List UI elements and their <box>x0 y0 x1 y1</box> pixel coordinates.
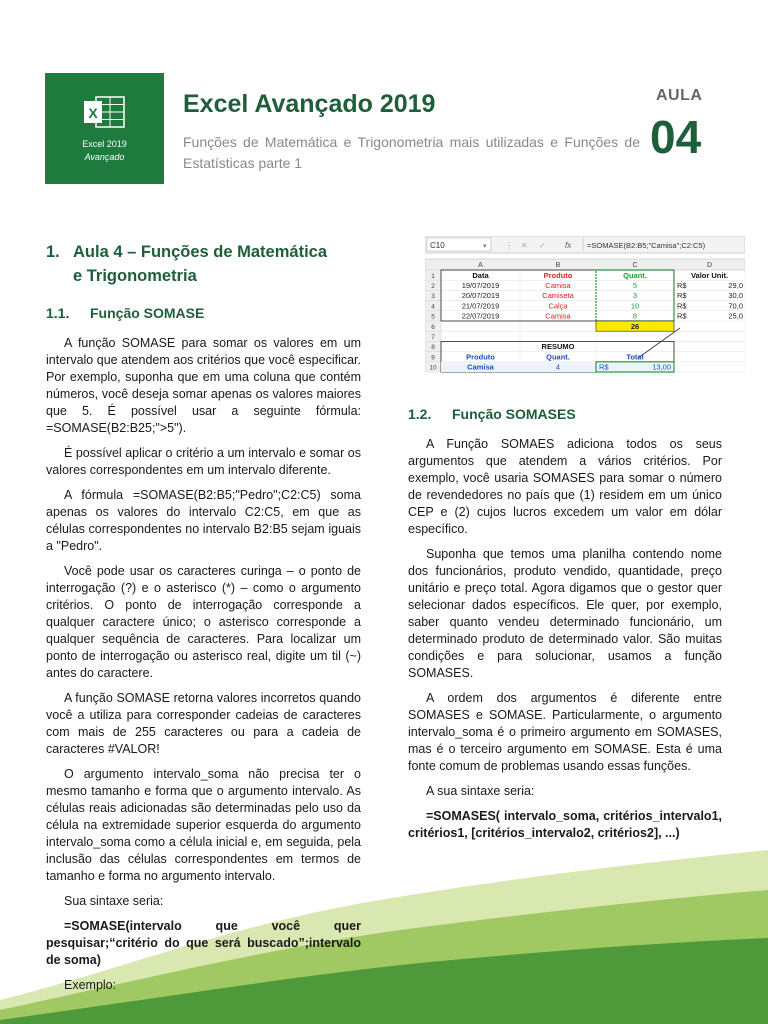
paragraph: Sua sintaxe seria: <box>64 894 164 908</box>
row-header: 8 <box>431 344 435 352</box>
paragraph: A Função SOMAES adiciona todos os seus argumentos que atendem a vários critérios. Por exemplo, você usaria SOMASES para somar o número de revendedores no país que (1) residem em um único CEP e (2) cujos lucros excedem um valor em dólar específico. <box>408 437 722 536</box>
paragraph: Suponha que temos uma planilha contendo nome dos funcionários, produto vendido, quantidade, preço unitário e preço total. Agora digamos que o gestor quer selecionar dados específicos. Ele quer, por exemplo, saber quanto vendeu determinado funcionário, um determinado produto de determinado valor. São muitas condições e para solucionar, usamos a função SOMASES. <box>408 547 722 680</box>
table-cell: 25,0 <box>728 311 743 321</box>
table-cell: Camiseta <box>542 291 574 301</box>
aula-number: 04 <box>650 111 702 163</box>
table-cell: R$ <box>677 301 687 311</box>
resumo-cell: Camisa <box>467 362 494 372</box>
row-header: 10 <box>429 364 437 372</box>
svg-text:✓: ✓ <box>539 241 546 250</box>
row-header: 5 <box>431 313 435 321</box>
row-header: 6 <box>431 323 435 331</box>
page-subtitle: Funções de Matemática e Trigonometria mais utilizadas e Funções de Estatísticas parte 1 <box>183 134 640 171</box>
row-header: 9 <box>431 354 435 362</box>
logo-line1: Excel 2019 <box>82 139 127 149</box>
svg-text:X: X <box>88 105 98 121</box>
table-cell: 20/07/2019 <box>461 291 500 301</box>
table-cell: 10 <box>630 301 640 311</box>
resumo-header-cell: Total <box>626 352 644 362</box>
subsection-number: 1.2. <box>408 406 432 422</box>
left-column <box>46 335 361 1002</box>
svg-text:⋮: ⋮ <box>505 241 513 250</box>
table-header-cell: Produto <box>543 270 573 280</box>
table-cell: 3 <box>632 291 638 301</box>
table-header-cell: Data <box>472 270 489 280</box>
aula-label: AULA <box>656 87 703 104</box>
section-title-line1: Aula 4 – Funções de Matemática <box>73 243 328 261</box>
section-number: 1. <box>46 243 60 261</box>
subsection-somases-heading <box>408 406 576 422</box>
table-cell: 29,0 <box>728 281 743 290</box>
page-title: Excel Avançado 2019 <box>183 90 436 118</box>
example-label: Exemplo: <box>64 978 117 992</box>
resumo-cell: R$ <box>599 362 609 372</box>
table-header-cell: Valor Unit. <box>690 270 729 280</box>
table-cell: 70,0 <box>728 301 743 311</box>
row-header: 3 <box>431 293 435 301</box>
table-cell: R$ <box>677 311 687 321</box>
excel-icon <box>82 95 126 129</box>
paragraph: Você pode usar os caracteres curinga – o ponto de interrogação (?) e o asterisco (*) – como o argumento critérios. O ponto de interrogação corresponde a qualquer caractere único; o asterisco corresponde a qualquer sequência de caracteres. Para localizar um ponto de interrogação ou asterisco real, digite um til (~) antes do caractere. <box>46 564 361 680</box>
formula-text: =SOMASE(B2:B5;"Camisa";C2:C5) <box>587 241 706 250</box>
paragraph: A sua sintaxe seria: <box>426 784 535 798</box>
resumo-cell: 4 <box>555 362 561 372</box>
section-title-line2: e Trigonometria <box>73 267 197 285</box>
table-cell: Camisa <box>545 311 571 321</box>
column-header: A <box>478 262 483 269</box>
name-box: C10 <box>430 241 445 250</box>
table-cell: Calça <box>548 301 568 311</box>
section-heading <box>46 240 366 288</box>
paragraph: A função SOMASE retorna valores incorretos quando você a utiliza para corresponder cadeias de caracteres com mais de 255 caracteres ou para a cadeia de caracteres #VALOR! <box>46 691 361 756</box>
subsection-title: Função SOMASES <box>452 406 576 422</box>
somases-syntax: =SOMASES( intervalo_soma, critérios_intervalo1, critérios1, [critérios_intervalo2, critérios2], ...) <box>408 809 722 840</box>
paragraph: O argumento intervalo_soma não precisa ter o mesmo tamanho e forma que o argumento intervalo. As células reais adicionadas são determinadas pelo uso da célula na extremidade superior esquerda do argumento intervalo_soma como a célula inicial e, em seguida, pela inclusão das células correspondentes em termos de tamanho e forma no argumento intervalo. <box>46 767 361 883</box>
svg-text:▾: ▾ <box>483 243 487 250</box>
somase-syntax: =SOMASE(intervalo que você quer pesquisar;“critério do que será buscado”;intervalo de soma) <box>46 919 361 967</box>
table-cell: Camisa <box>545 281 571 290</box>
spreadsheet-screenshot <box>425 236 745 388</box>
column-header: D <box>706 262 713 269</box>
paragraph: É possível aplicar o critério a um intervalo e somar os valores correspondentes em um intervalo diferente. <box>46 446 361 477</box>
resumo-header-cell: Quant. <box>546 352 570 362</box>
resumo-header-cell: Produto <box>466 352 495 362</box>
resumo-cell: 13,00 <box>652 362 671 372</box>
subsection-title: Função SOMASE <box>90 305 205 321</box>
svg-text:✕: ✕ <box>521 241 528 250</box>
table-cell: R$ <box>677 291 687 301</box>
row-header: 4 <box>431 303 435 311</box>
table-header-cell: Quant. <box>623 270 647 280</box>
table-cell: 21/07/2019 <box>461 301 500 311</box>
table-cell: 22/07/2019 <box>461 311 500 321</box>
table-cell: R$ <box>677 281 687 290</box>
right-column <box>408 436 722 850</box>
paragraph: A fórmula =SOMASE(B2:B5;"Pedro";C2:C5) soma apenas os valores do intervalo C2:C5, em que as células correspondentes no intervalo B2:B5 sejam iguais a "Pedro". <box>46 488 361 553</box>
paragraph: A função SOMASE para somar os valores em um intervalo que atendem aos critérios que você especificar. Por exemplo, suponha que em uma coluna que contém números, você deseja somar apenas os valores maiores que 5. É possível usar a seguinte fórmula: =SOMASE(B2:B25;">5"). <box>46 336 361 435</box>
row-header: 7 <box>431 334 435 341</box>
row-header: 2 <box>431 283 435 290</box>
subsection-number: 1.1. <box>46 305 70 321</box>
logo-line2: Avançado <box>84 152 125 162</box>
subsection-somase-heading <box>46 305 204 321</box>
table-cell: 30,0 <box>728 291 743 301</box>
table-cell: 5 <box>632 281 638 290</box>
table-cell: 8 <box>632 311 638 321</box>
column-header: B <box>555 262 561 269</box>
column-header: C <box>632 262 638 269</box>
course-logo <box>45 73 164 184</box>
sum-cell: 26 <box>630 321 640 331</box>
row-header: 1 <box>431 272 435 280</box>
resumo-title: RESUMO <box>541 342 575 352</box>
paragraph: A ordem dos argumentos é diferente entre SOMASES e SOMASE. Particularmente, o argumento intervalo_soma é o primeiro argumento em SOMASES, mas é o terceiro argumento em SOMASE. Esta é uma fonte comum de problemas usando essas funções. <box>408 691 722 773</box>
table-cell: 19/07/2019 <box>461 281 500 290</box>
fx-label: fx <box>565 241 572 250</box>
